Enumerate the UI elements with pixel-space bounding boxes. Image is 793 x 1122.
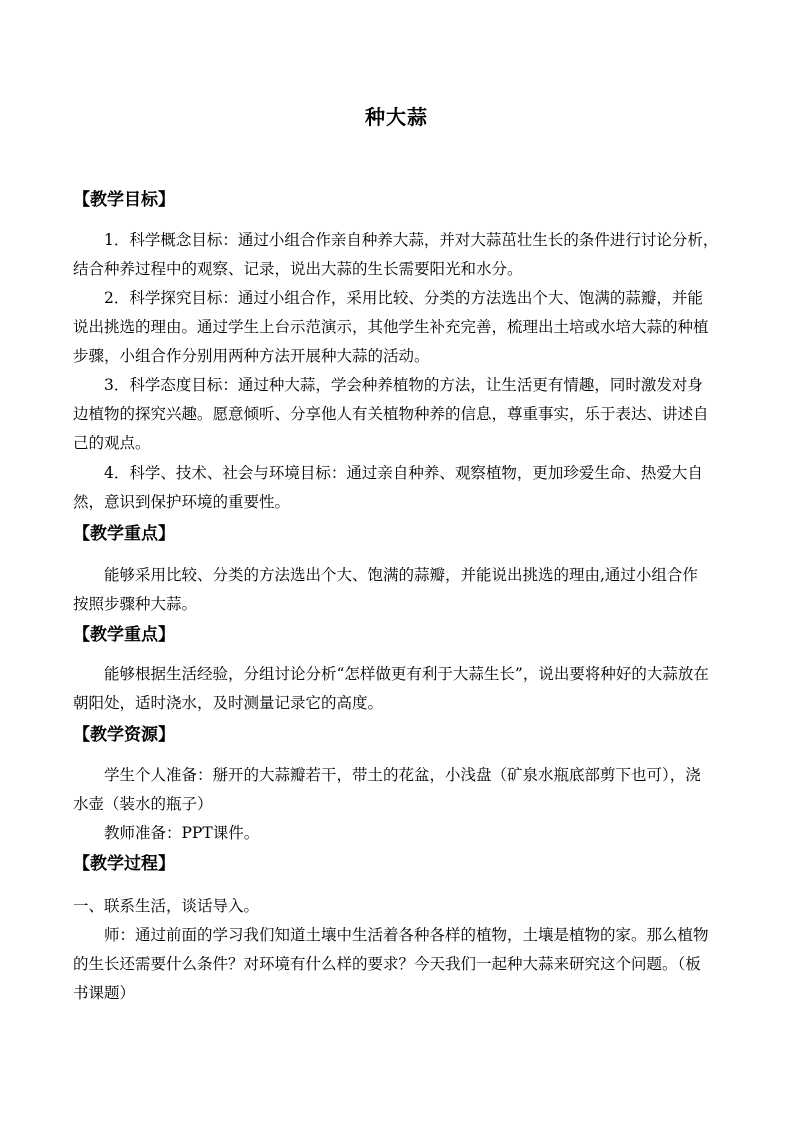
objective-2-line-2: 说出挑选的理由。通过学生上台示范演示，其他学生补充完善，梳理出土培或水培大蒜的种植	[73, 318, 709, 336]
process-section-1-line-2: 的生长还需要什么条件？对环境有什么样的要求？今天我们一起种大蒜来研究这个问题。（板	[73, 955, 701, 973]
heading-process: 【教学过程】	[73, 854, 175, 874]
key-points-1-line-2: 按照步骤种大蒜。	[73, 595, 198, 613]
heading-resources: 【教学资源】	[73, 725, 175, 745]
key-points-2-line-1: 能够根据生活经验，分组讨论分析“怎样做更有利于大蒜生长”，说出要将种好的大蒜放在	[104, 665, 709, 683]
objective-4-line-1: 4．科学、技术、社会与环境目标：通过亲自种养、观察植物，更加珍爱生命、热爱大自	[104, 464, 703, 482]
objective-1-line-1: 1．科学概念目标：通过小组合作亲自种养大蒜，并对大蒜茁壮生长的条件进行讨论分析，	[104, 231, 719, 249]
page-title: 种大蒜	[365, 105, 428, 129]
key-points-1-line-1: 能够采用比较、分类的方法选出个大、饱满的蒜瓣，并能说出挑选的理由,通过小组合作	[104, 566, 698, 584]
objective-4-line-2: 然，意识到保护环境的重要性。	[73, 493, 291, 511]
process-section-1-title: 一、联系生活，谈话导入。	[73, 897, 260, 915]
heading-key-points-1: 【教学重点】	[73, 524, 175, 544]
resources-teacher: 教师准备：PPT课件。	[104, 824, 260, 842]
process-section-1-line-3: 书课题）	[73, 984, 136, 1002]
objective-3-line-3: 己的观点。	[73, 434, 151, 452]
objective-2-line-1: 2．科学探究目标：通过小组合作，采用比较、分类的方法选出个大、饱满的蒜瓣，并能	[104, 289, 703, 307]
heading-objectives: 【教学目标】	[73, 190, 175, 210]
objective-2-line-3: 步骤，小组合作分别用两种方法开展种大蒜的活动。	[73, 347, 430, 365]
objective-1-line-2: 结合种养过程中的观察、记录，说出大蒜的生长需要阳光和水分。	[73, 260, 523, 278]
objective-3-line-2: 边植物的探究兴趣。愿意倾听、分享他人有关植物种养的信息，尊重事实，乐于表达、讲述自	[73, 405, 709, 423]
resources-student-line-1: 学生个人准备：掰开的大蒜瓣若干，带土的花盆，小浅盘（矿泉水瓶底部剪下也可），浇	[104, 766, 701, 784]
heading-key-points-2: 【教学重点】	[73, 625, 175, 645]
key-points-2-line-2: 朝阳处，适时浇水，及时测量记录它的高度。	[73, 694, 384, 712]
process-section-1-line-1: 师：通过前面的学习我们知道土壤中生活着各种各样的植物，土壤是植物的家。那么植物	[104, 926, 709, 944]
resources-student-line-2: 水壶（装水的瓶子）	[73, 795, 213, 813]
objective-3-line-1: 3．科学态度目标：通过种大蒜，学会种养植物的方法，让生活更有情趣，同时激发对身	[104, 376, 703, 394]
